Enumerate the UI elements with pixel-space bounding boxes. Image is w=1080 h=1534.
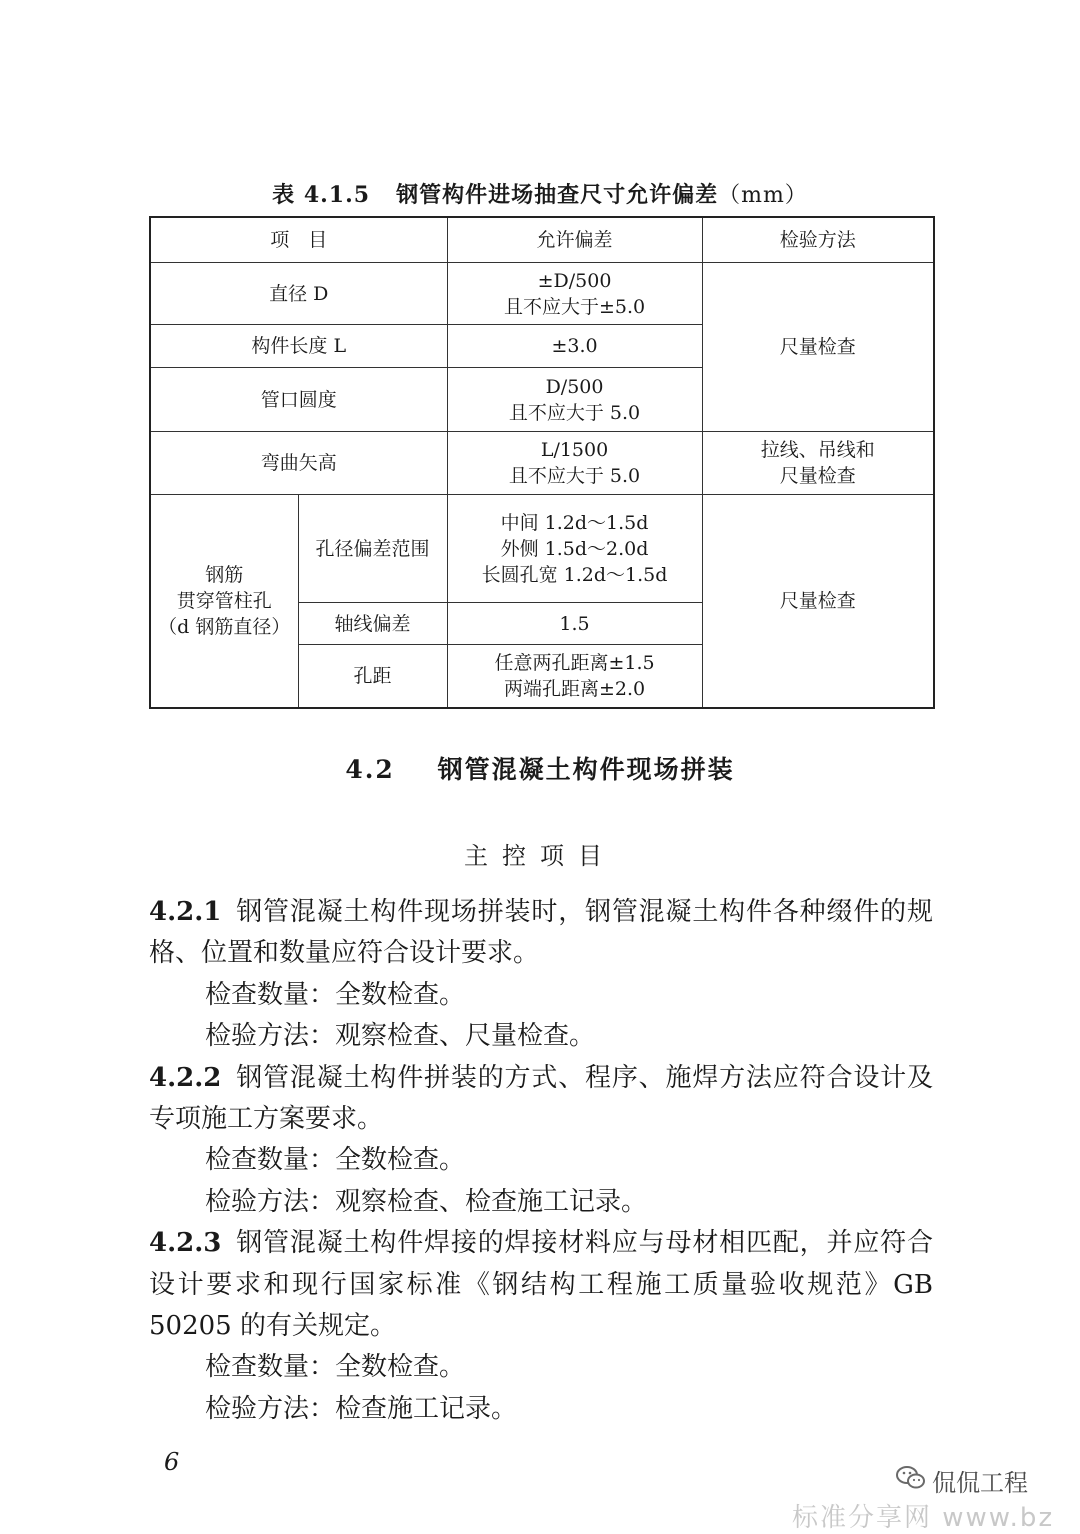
clause-quantity: 检查数量：全数检查。 (205, 1352, 466, 1383)
row-tolerance-axis: 1.5 (447, 603, 702, 645)
method-bending-cell (702, 432, 934, 495)
watermark-text: 标准分享网 www.bz (792, 1503, 1055, 1533)
wechat-account-name: 侃侃工程 (932, 1469, 1028, 1497)
clause-4-2-3 (149, 1223, 933, 1430)
clause-method: 检验方法：观察检查、检查施工记录。 (205, 1186, 648, 1217)
tolerance-line: 长圆孔宽 1.2d～1.5d (481, 563, 668, 586)
table-header-row (150, 217, 934, 263)
tolerance-line: 任意两孔距离±1.5 (494, 651, 655, 674)
clause-number: 4.2.2 (149, 1062, 222, 1093)
tolerance-table (149, 216, 935, 709)
section-title: 钢管混凝土构件现场拼装 (437, 755, 735, 784)
row-tolerance-hole-range (447, 495, 702, 603)
row-item-spacing: 孔距 (298, 645, 447, 708)
row-tolerance-roundness (447, 368, 702, 432)
clause-method: 检验方法：观察检查、尺量检查。 (205, 1021, 596, 1052)
method-line: 拉线、吊线和 (760, 439, 875, 461)
header-method: 检验方法 (702, 217, 934, 263)
row-tolerance-length: ±3.0 (447, 325, 702, 368)
header-tolerance: 允许偏差 (447, 217, 702, 263)
clause-text: 钢管混凝土构件拼装的方式、程序、施焊方法应符合设计及专项施工方案要求。 (149, 1062, 933, 1135)
rebar-label-line: 贯穿管柱孔 (176, 589, 272, 612)
tolerance-line: L/1500 (540, 439, 609, 461)
row-item-diameter: 直径 D (150, 263, 447, 325)
row-tolerance-bending (447, 432, 702, 495)
section-heading (0, 750, 1080, 786)
clause-4-2-2 (149, 1058, 933, 1224)
wechat-icon (896, 1465, 926, 1497)
table-unit: （mm） (718, 183, 808, 208)
tolerance-line: 且不应大于 5.0 (508, 465, 641, 487)
clause-4-2-1 (149, 892, 933, 1058)
clause-method: 检验方法：检查施工记录。 (205, 1393, 518, 1424)
page-number: 6 (164, 1448, 180, 1476)
clause-quantity: 检查数量：全数检查。 (205, 979, 466, 1010)
method-measure-cell: 尺量检查 (702, 263, 934, 432)
clause-quantity: 检查数量：全数检查。 (205, 1145, 466, 1176)
table-title-text: 钢管构件进场抽查尺寸允许偏差 (396, 182, 719, 208)
header-item: 项 目 (150, 217, 447, 263)
table-row (150, 263, 934, 325)
tolerance-line: 外侧 1.5d～2.0d (500, 537, 649, 560)
clause-text-paragraph (149, 1058, 933, 1141)
rebar-group-cell (150, 495, 298, 708)
tolerance-line: D/500 (545, 375, 604, 398)
method-measure-cell: 尺量检查 (702, 495, 934, 708)
clause-text-paragraph (149, 1223, 933, 1347)
clause-text: 钢管混凝土构件现场拼装时，钢管混凝土构件各种缀件的规格、位置和数量应符合设计要求。 (149, 897, 933, 969)
row-item-hole-range: 孔径偏差范围 (298, 495, 447, 603)
row-item-axis: 轴线偏差 (298, 603, 447, 645)
table-title (0, 178, 1080, 209)
section-number: 4.2 (345, 755, 395, 784)
tolerance-line: 中间 1.2d～1.5d (500, 511, 649, 534)
table-row (150, 495, 934, 603)
tolerance-line: ±D/500 (537, 269, 612, 292)
row-item-roundness: 管口圆度 (150, 368, 447, 432)
clause-number: 4.2.1 (149, 897, 222, 927)
sub-heading: 主控项目 (464, 842, 616, 870)
wechat-account-label (896, 1463, 1028, 1498)
row-item-length: 构件长度 L (150, 325, 447, 368)
clause-text-paragraph (149, 892, 933, 975)
table-number: 表 4.1.5 (272, 182, 371, 208)
tolerance-line: 且不应大于 5.0 (508, 401, 641, 424)
rebar-label-line: 钢筋 (205, 563, 244, 586)
clause-list (149, 892, 933, 1430)
row-tolerance-spacing (447, 645, 702, 708)
tolerance-line: 且不应大于±5.0 (503, 295, 646, 318)
row-tolerance-diameter (447, 263, 702, 325)
clause-number: 4.2.3 (149, 1228, 222, 1259)
method-line: 尺量检查 (779, 465, 856, 487)
clause-text: 钢管混凝土构件焊接的焊接材料应与母材相匹配，并应符合设计要求和现行国家标准《钢结构工程施工质量验收规范》GB 50205 的有关规定。 (149, 1228, 933, 1342)
row-item-bending: 弯曲矢高 (150, 432, 447, 495)
rebar-label-line: （d 钢筋直径） (158, 615, 291, 638)
tolerance-line: 两端孔距离±2.0 (503, 677, 646, 700)
table-row (150, 432, 934, 495)
